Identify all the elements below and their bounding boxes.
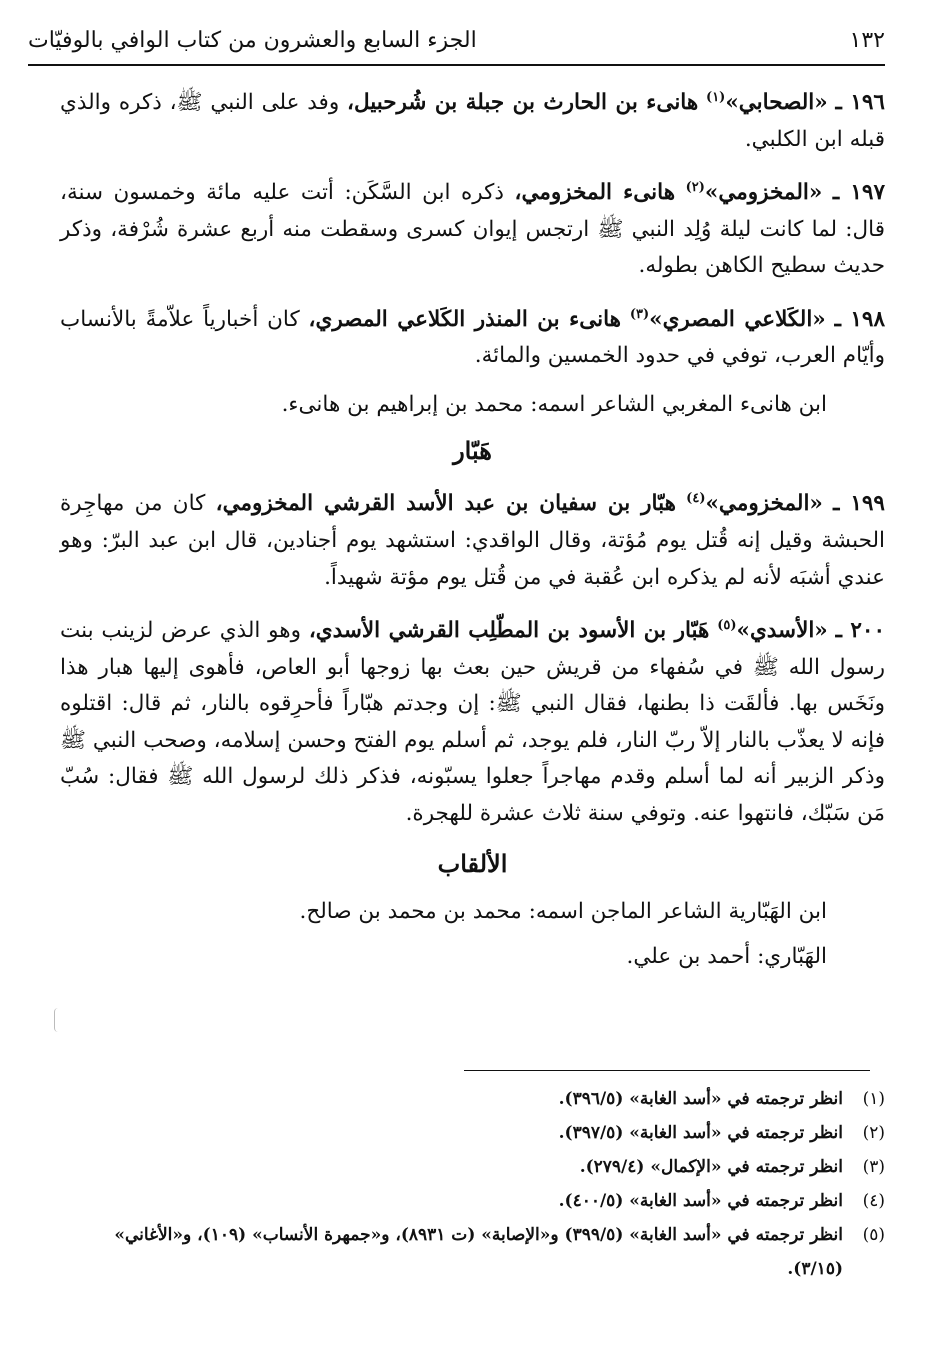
entry-nisba: «المخزومي» bbox=[705, 491, 823, 517]
footnote-text: انظر ترجمته في «الإكمال» (٢٧٩/٤). bbox=[579, 1157, 843, 1177]
entry-text: كان أخبارياً علاّمةً بالأنساب وأيّام العرب، توفي في حدود الخمسين والمائة. bbox=[60, 306, 885, 369]
footnote-text: انظر ترجمته في «أسد الغابة» (٣٩٦/٥). bbox=[558, 1089, 843, 1109]
section-heading-alqab: الألقاب bbox=[437, 849, 508, 879]
entry-number: ١٩٨ ـ bbox=[834, 306, 886, 332]
cross-reference: الهَبّاري: أحمد بن علي. bbox=[626, 943, 827, 969]
entry-196 bbox=[60, 80, 885, 158]
entry-199 bbox=[60, 481, 885, 596]
footnote bbox=[60, 1150, 885, 1184]
entry-nisba: «المخزومي» bbox=[704, 180, 823, 206]
entry-number: ١٩٦ ـ bbox=[835, 90, 885, 116]
footnote-text: انظر ترجمته في «أسد الغابة» (٣٩٩/٥) و«الإصابة» (ت ٨٩٣١)، و«جمهرة الأنساب» (١٠٩)، و«الأغاني» (٣/١٥). bbox=[114, 1225, 843, 1279]
footnote-ref: (٥) bbox=[717, 618, 737, 634]
page-number: ١٣٢ bbox=[849, 27, 885, 53]
entry-number: ١٩٧ ـ bbox=[832, 180, 885, 206]
footnote-number: (١) bbox=[862, 1089, 885, 1109]
footnote bbox=[60, 1218, 885, 1286]
entry-nisba: «الأسدي» bbox=[736, 618, 828, 644]
footnote bbox=[60, 1082, 885, 1116]
entry-name: هَبّار بن الأسود بن المطّلِب القرشي الأسدي، bbox=[308, 618, 710, 644]
entry-number: ٢٠٠ ـ bbox=[835, 618, 886, 644]
footnote-ref: (١) bbox=[706, 90, 726, 105]
entry-text: كان من مهاجِرة الحبشة وقيل إنه قُتل يوم مُؤتة، وقال الواقدي: استشهد يوم أجنادين، قال ابن عبد البرّ: وهو عندي أشبَه لأنه لم يذكره ابن عُقبة في من قُتل يوم مؤتة شهيداً. bbox=[60, 491, 885, 590]
entry-text: وفد على النبي ﷺ، ذكره والذي قبله ابن الكلبي. bbox=[60, 90, 885, 152]
footnote-ref: (٢) bbox=[685, 180, 705, 196]
entry-name: هبّار بن سفيان بن عبد الأسد القرشي المخزومي، bbox=[215, 491, 676, 517]
entry-nisba: «الكَلاعي المصري» bbox=[649, 306, 826, 332]
entry-nisba: «الصحابي» bbox=[725, 90, 828, 116]
footnote-number: (٢) bbox=[862, 1123, 885, 1143]
entry-name: هانىء بن المنذر الكَلاعي المصري، bbox=[308, 306, 621, 332]
header-rule bbox=[28, 64, 885, 66]
entry-number: ١٩٩ ـ bbox=[833, 491, 885, 517]
entry-text: وهو الذي عرض لزينب بنت رسول الله ﷺ في سُفهاء من قريش حين بعث بها زوجها أبو العاص، فأهوى إليها هبار هذا ونَخَس بها. فألقَت ذا بطنها، فقال النبي ﷺ: إن وجدتم هبّاراً فأحرِقوه بالنار، ثم قال: اقتلوه فإنه لا يعذّب بالنار إلاّ ربّ النار، فلم يوجد، ثم أسلم يوم الفتح وحسن إسلامه، وصحب النبي ﷺ وذكر الزبير أنه لما أسلم وقدم مهاجراً جعلوا يسبّونه، فذكر ذلك لرسول الله ﷺ فقال: سُبّ مَن سَبّك، فانتهوا عنه. وتوفي سنة ثلاث عشرة للهجرة. bbox=[60, 618, 885, 826]
margin-mark bbox=[54, 1008, 63, 1032]
footnote-rule bbox=[464, 1070, 870, 1071]
footnotes bbox=[60, 1082, 885, 1286]
cross-reference: ابن هانىء المغربي الشاعر اسمه: محمد بن إبراهيم بن هانىء. bbox=[281, 391, 827, 417]
entry-name: هانىء المخزومي، bbox=[514, 180, 676, 206]
entry-200 bbox=[60, 608, 885, 832]
footnote-number: (٣) bbox=[862, 1157, 885, 1177]
footnote-text: انظر ترجمته في «أسد الغابة» (٤٠٠/٥). bbox=[558, 1191, 843, 1211]
footnote bbox=[60, 1184, 885, 1218]
footnote-number: (٥) bbox=[862, 1225, 885, 1245]
running-title: الجزء السابع والعشرون من كتاب الوافي بالوفيّات bbox=[28, 27, 477, 53]
entry-name: هانىء بن الحارث بن جبلة بن شُرحبيل، bbox=[347, 90, 699, 116]
footnote-ref: (٣) bbox=[629, 306, 650, 322]
section-heading-habbar: هَبّار bbox=[453, 436, 492, 466]
entry-198 bbox=[60, 297, 885, 375]
cross-reference: ابن الهَبّارية الشاعر الماجن اسمه: محمد بن محمد بن صالح. bbox=[299, 899, 827, 925]
running-header bbox=[28, 18, 885, 62]
footnote-ref: (٤) bbox=[686, 491, 706, 507]
footnote-text: انظر ترجمته في «أسد الغابة» (٣٩٧/٥). bbox=[558, 1123, 843, 1143]
entry-text: ذكره ابن السَّكَن: أتت عليه مائة وخمسون سنة، قال: لما كانت ليلة وُلِد النبي ﷺ ارتجس إيوان كسرى وسقطت منه أربع عشرة شُرْفة، وذكر حديث سطيح الكاهن بطوله. bbox=[60, 180, 885, 279]
main-text bbox=[60, 80, 885, 983]
footnote bbox=[60, 1116, 885, 1150]
footnote-number: (٤) bbox=[862, 1191, 885, 1211]
entry-197 bbox=[60, 170, 885, 285]
